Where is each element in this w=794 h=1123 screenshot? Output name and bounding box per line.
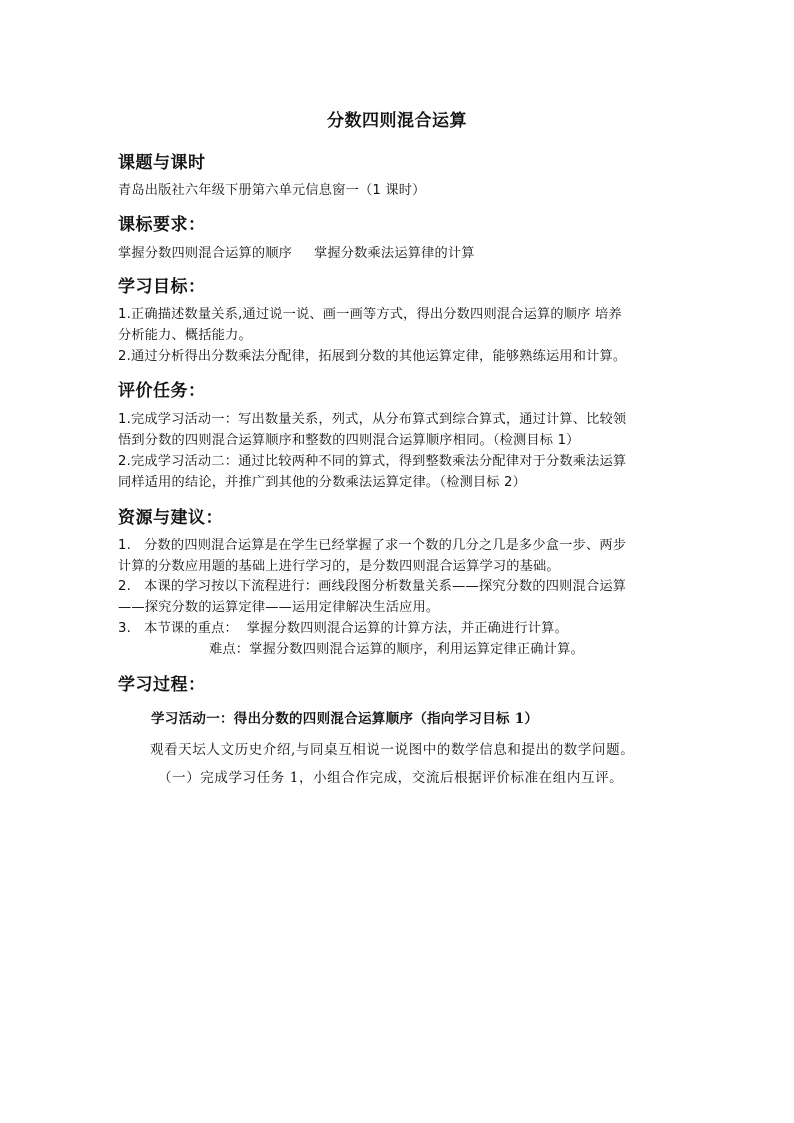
standards-text: 掌握分数四则混合运算的顺序 掌握分数乘法运算律的计算 <box>118 246 475 261</box>
goals-item1-line2: 分析能力、概括能力。 <box>118 328 252 343</box>
resources-item2-line1: 2. 本课的学习按以下流程进行：画线段图分析数量关系——探究分数的四则混合运算 <box>118 579 627 594</box>
heading-goals: 学习目标： <box>118 277 206 297</box>
document-title: 分数四则混合运算 <box>327 111 467 131</box>
resources-item2-line2: ——探究分数的运算定律——运用定律解决生活应用。 <box>118 600 440 615</box>
heading-evaluation: 评价任务： <box>118 381 206 401</box>
evaluation-item1-line1: 1.完成学习活动一：写出数量关系，列式，从分布算式到综合算式，通过计算、比较领 <box>118 412 627 427</box>
topic-text: 青岛出版社六年级下册第六单元信息窗一（1 课时） <box>118 183 426 198</box>
resources-item1-line1: 1. 分数的四则混合运算是在学生已经掌握了求一个数的几分之几是多少盒一步、两步 <box>118 538 627 553</box>
heading-resources: 资源与建议： <box>118 508 223 528</box>
goals-item1-line1: 1.正确描述数量关系,通过说一说、画一画等方式，得出分数四则混合运算的顺序 培养 <box>118 307 622 322</box>
resources-item3-line1: 3. 本节课的重点： 掌握分数四则混合运算的计算方法，并正确进行计算。 <box>118 621 568 636</box>
heading-topic: 课题与课时 <box>118 153 206 173</box>
process-line2: （一）完成学习任务 1，小组合作完成，交流后根据评价标准在组内互评。 <box>158 770 624 786</box>
resources-item3-line2: 难点：掌握分数四则混合运算的顺序，利用运算定律正确计算。 <box>209 642 584 657</box>
process-line1: 观看天坛人文历史介绍,与同桌互相说一说图中的数学信息和提出的数学问题。 <box>150 742 635 758</box>
evaluation-item2-line1: 2.完成学习活动二：通过比较两种不同的算式，得到整数乘法分配律对于分数乘法运算 <box>118 454 627 469</box>
resources-item1-line2: 计算的分数应用题的基础上进行学习的，是分数四则混合运算学习的基础。 <box>118 559 560 574</box>
goals-item2: 2.通过分析得出分数乘法分配律，拓展到分数的其他运算定律，能够熟练运用和计算。 <box>118 349 627 364</box>
evaluation-item2-line2: 同样适用的结论，并推广到其他的分数乘法运算定律。（检测目标 2） <box>118 475 527 490</box>
heading-process: 学习过程： <box>118 675 206 695</box>
evaluation-item1-line2: 悟到分数的四则混合运算顺序和整数的四则混合运算顺序相同。（检测目标 1） <box>118 433 580 448</box>
heading-standards: 课标要求： <box>118 215 206 235</box>
activity-one-title: 学习活动一：得出分数的四则混合运算顺序（指向学习目标 1） <box>151 711 539 727</box>
